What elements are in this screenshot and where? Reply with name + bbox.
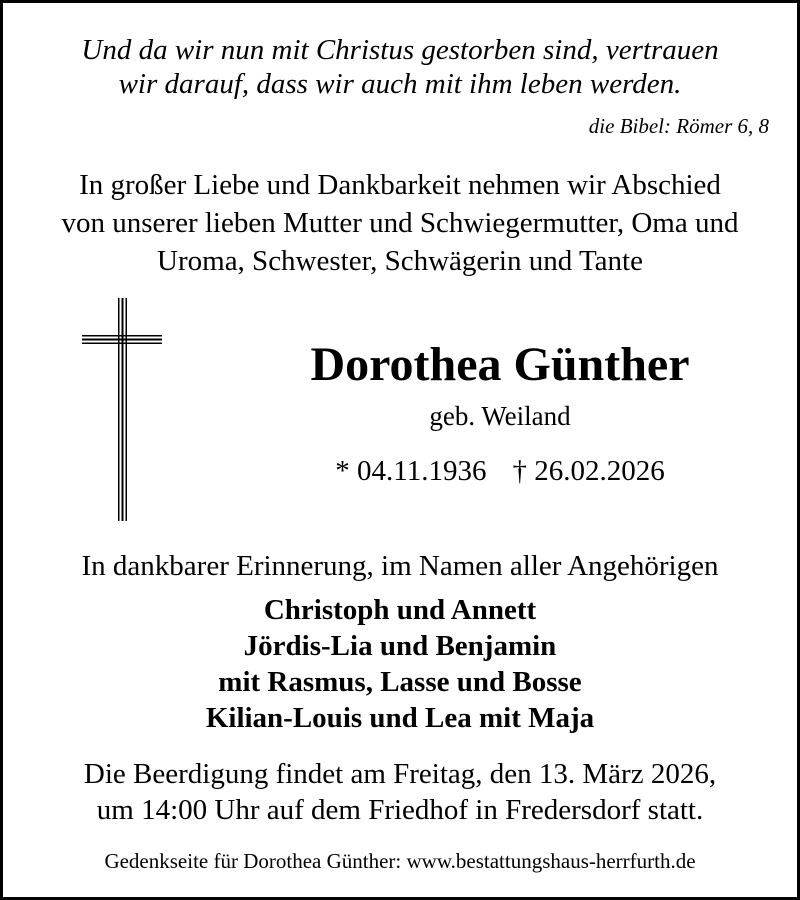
- farewell-line-1: In großer Liebe und Dankbarkeit nehmen wir Abschied: [79, 169, 721, 201]
- farewell-text: [3, 166, 797, 280]
- deceased-name: Dorothea Günther: [310, 338, 690, 391]
- mourner-name: Jördis-Lia und Benjamin: [243, 630, 557, 662]
- bible-verse: [3, 33, 797, 101]
- cross-icon-vertical-bar: [118, 298, 127, 521]
- life-dates: [203, 453, 797, 489]
- birth-date: * 04.11.1936: [335, 455, 487, 487]
- cross-icon: [82, 298, 162, 521]
- mourner-name: Kilian-Louis und Lea mit Maja: [205, 702, 595, 734]
- mourner-name: mit Rasmus, Lasse und Bosse: [218, 666, 582, 698]
- bible-verse-line-1: Und da wir nun mit Christus gestorben sind, vertrauen: [81, 34, 719, 66]
- funeral-line-2: um 14:00 Uhr auf dem Friedhof in Fredersdorf statt.: [96, 794, 704, 826]
- mourner-name: Christoph und Annett: [263, 594, 537, 626]
- funeral-line-1: Die Beerdigung findet am Freitag, den 13. März 2026,: [83, 758, 717, 790]
- farewell-line-3: Uroma, Schwester, Schwägerin und Tante: [157, 245, 643, 277]
- remembrance-line: In dankbarer Erinnerung, im Namen aller Angehörigen: [81, 550, 719, 582]
- death-date: † 26.02.2026: [512, 455, 665, 487]
- memorial-page-link: Gedenkseite für Dorothea Günther: www.bestattungshaus-herrfurth.de: [104, 849, 696, 873]
- bible-verse-line-2: wir darauf, dass wir auch mit ihm leben werden.: [118, 68, 682, 100]
- farewell-line-2: von unserer lieben Mutter und Schwiegermutter, Oma und: [61, 207, 739, 239]
- maiden-name: geb. Weiland: [429, 401, 571, 431]
- bible-verse-source: die Bibel: Römer 6, 8: [588, 114, 769, 138]
- cross-icon-horizontal-bar: [82, 335, 162, 344]
- mourner-names: [3, 592, 797, 736]
- funeral-info: [3, 756, 797, 828]
